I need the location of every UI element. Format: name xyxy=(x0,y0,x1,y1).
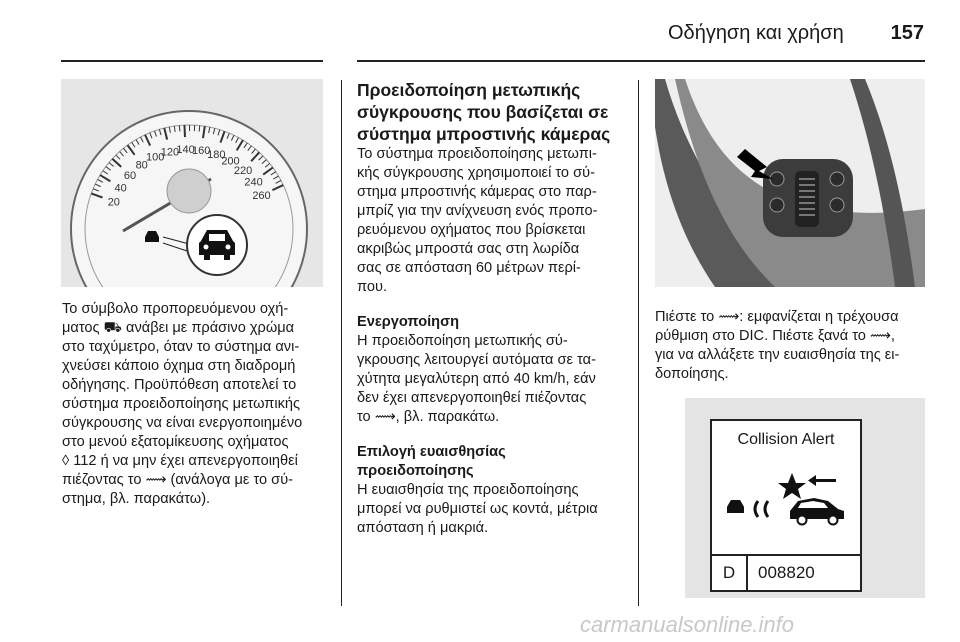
steering-wheel-figure xyxy=(655,79,925,287)
speedometer-illustration xyxy=(61,79,323,287)
text-line: στο μενού εξατομίκευσης οχήματος xyxy=(62,434,289,450)
speedometer-tick xyxy=(199,126,200,132)
column-middle xyxy=(357,79,619,538)
speedometer-label: 260 xyxy=(252,190,271,203)
header-rule-left xyxy=(61,60,323,62)
speedometer-label: 100 xyxy=(146,151,165,164)
text-line: ρευόμενου οχήματος που βρίσκεται xyxy=(357,222,586,238)
text-line: οδήγησης. Προϋπόθεση αποτελεί το xyxy=(62,377,297,393)
column-divider-2 xyxy=(638,80,639,606)
dic-footer xyxy=(712,554,860,590)
column-left xyxy=(62,300,332,509)
speedometer-tick xyxy=(179,125,180,131)
text-line: Πιέστε το ⟿: εμφανίζεται η τρέχουσα xyxy=(655,309,899,325)
text-line: Η προειδοποίηση μετωπικής σύ- xyxy=(357,333,568,349)
steering-wheel-illustration xyxy=(655,79,925,287)
text-line: δοποίησης. xyxy=(655,366,729,382)
text-line: δεν έχει απενεργοποιηθεί πιέζοντας xyxy=(357,390,587,406)
heading-line: σύστημα μπροστινής κάμερας xyxy=(357,124,611,144)
heading-line: Επιλογή ευαισθησίας xyxy=(357,444,506,460)
column-divider-1 xyxy=(341,80,342,606)
sensitivity-heading xyxy=(357,443,619,481)
left-arrow-icon xyxy=(808,475,836,486)
sensitivity-paragraph xyxy=(357,481,619,538)
text-line: σύστημα προειδοποίησης μετωπικής xyxy=(62,396,301,412)
text-line: γκρουσης λειτουργεί αυτόματα σε τα- xyxy=(357,352,596,368)
column-right xyxy=(655,308,927,384)
header-rule-right xyxy=(357,60,925,62)
speedometer-label: 80 xyxy=(135,159,148,172)
section-heading xyxy=(357,79,619,145)
running-header: Οδήγηση και χρήση xyxy=(668,22,844,44)
cancel-cruise-button xyxy=(830,198,844,212)
speedometer-label: 240 xyxy=(244,176,263,189)
dic-instructions xyxy=(655,308,927,384)
text-line: το ⟿, βλ. παρακάτω. xyxy=(357,409,500,425)
speedometer-description xyxy=(62,300,332,509)
page-number: 157 xyxy=(890,22,924,44)
speedometer-label: 20 xyxy=(107,196,120,209)
thumbwheel-ridges xyxy=(799,179,815,215)
speedometer-label: 160 xyxy=(191,144,211,157)
text-line: ακριβώς μπροστά σας στη λωρίδα xyxy=(357,241,580,257)
heading-line: σύγκρουσης που βασίζεται σε xyxy=(357,102,609,122)
text-line: Το σύμβολο προπορευόμενου οχή- xyxy=(62,301,289,317)
dic-display xyxy=(710,419,862,592)
text-line: μπρίζ για την ανίχνευση ενός προπο- xyxy=(357,203,598,219)
speedometer-label: 40 xyxy=(114,182,127,195)
text-line: στημα, βλ. παρακάτω). xyxy=(62,491,211,507)
text-line: Η ευαισθησία της προειδοποίησης xyxy=(357,482,579,498)
collision-alert-graphic xyxy=(726,473,850,527)
text-line: σας σε απόσταση 60 μέτρων περί- xyxy=(357,260,581,276)
impact-star-icon xyxy=(778,473,806,499)
dic-label: D xyxy=(712,556,748,590)
text-line: κής σύγκρουσης χρησιμοποιεί το σύ- xyxy=(357,165,595,181)
text-line: μπορεί να ρυθμιστεί ως κοντά, μέτρια xyxy=(357,501,598,517)
alert-button xyxy=(770,172,784,186)
text-line: χύτητα μεγαλύτερη από 40 km/h, εάν xyxy=(357,371,596,387)
own-vehicle-icon xyxy=(727,500,744,513)
dic-title: Collision Alert xyxy=(737,431,835,448)
text-line: στημα μπροστινής κάμερας στο παρ- xyxy=(357,184,597,200)
activation-heading: Ενεργοποίηση xyxy=(357,314,459,330)
text-line: ρύθμιση στο DIC. Πιέστε ξανά το ⟿, xyxy=(655,328,895,344)
speedometer-label: 180 xyxy=(207,148,226,161)
watermark: carmanualsonline.info xyxy=(580,612,795,637)
set-button xyxy=(830,172,844,186)
speedometer-label: 200 xyxy=(221,155,240,168)
text-line: για να αλλάξετε την ευαισθησία της ει- xyxy=(655,347,900,363)
text-line: πιέζοντας το ⟿ (ανάλογα με το σύ- xyxy=(62,472,294,488)
proximity-wave-icon xyxy=(755,501,758,517)
speedometer-label: 220 xyxy=(233,165,253,178)
intro-paragraph xyxy=(357,145,619,297)
text-line: ματος ⛟ ανάβει με πράσινο χρώμα xyxy=(62,320,295,336)
text-line: απόσταση ή μακριά. xyxy=(357,520,489,536)
dic-code: 008820 xyxy=(758,563,815,582)
speedometer-label: 120 xyxy=(160,146,180,159)
proximity-wave-icon xyxy=(765,501,768,517)
text-line: Το σύστημα προειδοποίησης μετωπι- xyxy=(357,146,597,162)
activation-paragraph xyxy=(357,332,619,427)
text-line: σύγκρουσης να είναι ενεργοποιημένο xyxy=(62,415,303,431)
speedometer-figure xyxy=(61,79,323,287)
text-line: ◊ 112 ή να μην έχει απενεργοποιηθεί xyxy=(62,453,298,469)
cruise-button xyxy=(770,198,784,212)
heading-line: προειδοποίησης xyxy=(357,463,474,479)
speedometer-label: 60 xyxy=(123,169,137,182)
speedometer-label: 140 xyxy=(176,144,195,157)
text-line: που. xyxy=(357,279,388,295)
speedometer-tick xyxy=(184,125,185,137)
text-line: στο ταχύμετρο, όταν το σύστημα ανι- xyxy=(62,339,300,355)
vehicle-ahead-icon xyxy=(790,498,844,525)
text-line: χνεύσει κάποιο όχημα στη διαδρομή xyxy=(62,358,296,374)
heading-line: Προειδοποίηση μετωπικής xyxy=(357,80,581,100)
needle-hub xyxy=(167,169,211,213)
